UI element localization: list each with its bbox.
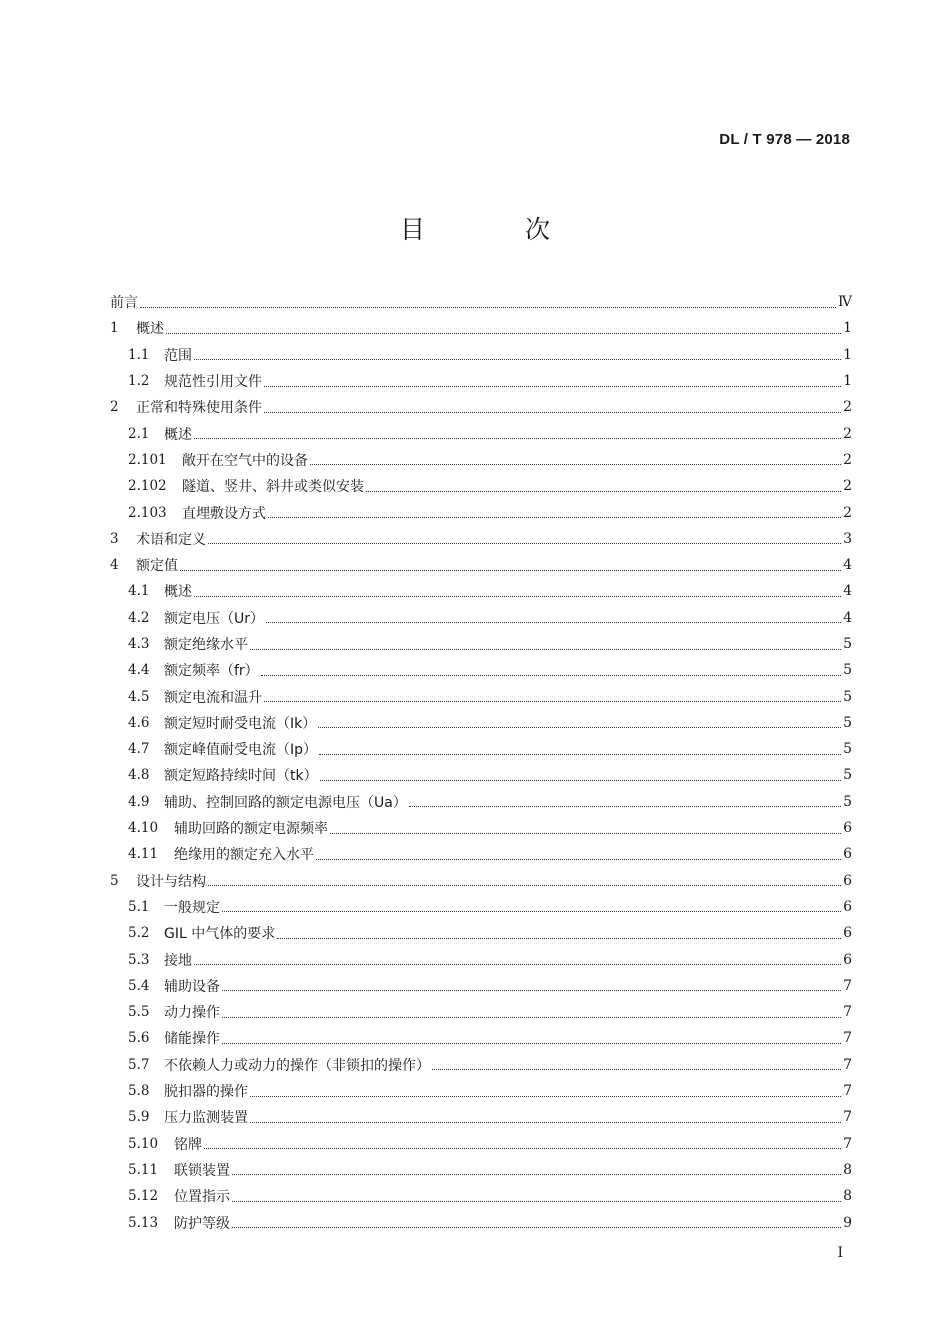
toc-entry-page: 7	[843, 1083, 852, 1100]
page-number: I	[837, 1245, 843, 1261]
toc-entry-number: 5.4	[128, 977, 150, 994]
toc-entry[interactable]	[110, 631, 852, 657]
toc-entry-number: 2.102	[128, 478, 167, 495]
toc-leader-dots	[277, 938, 841, 939]
toc-entry-number: 4.5	[128, 688, 150, 705]
toc-entry[interactable]	[110, 578, 852, 604]
toc-entry[interactable]	[110, 368, 852, 394]
toc-entry-page: 7	[843, 1004, 852, 1021]
toc-entry-number: 5.10	[128, 1135, 159, 1152]
toc-leader-dots	[264, 412, 841, 413]
toc-leader-dots	[140, 307, 836, 308]
toc-entry-title: 接地	[164, 952, 192, 969]
toc-entry-page: 4	[843, 583, 852, 600]
toc-entry-page: 6	[843, 872, 852, 889]
toc-entry-page: 7	[843, 1056, 852, 1073]
toc-entry-number: 5.3	[128, 951, 150, 968]
toc-entry-number: 1.2	[128, 373, 150, 390]
toc-leader-dots	[268, 517, 841, 518]
toc-entry-number: 5.13	[128, 1214, 159, 1231]
toc-entry-title: 前言	[110, 295, 138, 312]
toc-entry[interactable]	[110, 1104, 852, 1130]
toc-entry-number: 4.4	[128, 662, 150, 679]
toc-entry-page: 5	[843, 767, 852, 784]
toc-leader-dots	[432, 1069, 841, 1070]
toc-entry-page: 2	[843, 399, 852, 416]
toc-entry-number: 2.101	[128, 451, 167, 468]
toc-entry-title: 设计与结构	[136, 873, 206, 890]
toc-leader-dots	[222, 1017, 841, 1018]
toc-entry-number: 4.2	[128, 609, 150, 626]
toc-leader-dots	[319, 754, 841, 755]
toc-entry[interactable]	[110, 683, 852, 709]
toc-entry-number: 2	[110, 399, 119, 416]
toc-entry-page: 2	[843, 425, 852, 442]
toc-entry-page: 7	[843, 1030, 852, 1047]
toc-entry-number: 4.11	[128, 846, 159, 863]
toc-entry-title: 压力监测装置	[164, 1110, 248, 1127]
toc-entry-title: 额定短时耐受电流（Ik）	[164, 715, 317, 732]
toc-entry-page: 3	[843, 530, 852, 547]
toc-entry-number: 4.10	[128, 820, 159, 837]
toc-entry[interactable]	[110, 868, 852, 894]
toc-entry-page: 5	[843, 793, 852, 810]
toc-entry-title: 辅助回路的额定电源频率	[174, 821, 328, 838]
toc-entry-title: 范围	[164, 347, 192, 364]
toc-entry-page: 1	[843, 373, 852, 390]
toc-entry-title: 隧道、竖井、斜井或类似安装	[182, 479, 364, 496]
toc-entry-title: 不依赖人力或动力的操作（非锁扣的操作）	[164, 1057, 430, 1074]
toc-entry-page: 6	[843, 898, 852, 915]
toc-entry[interactable]	[110, 394, 852, 420]
toc-leader-dots	[166, 333, 841, 334]
toc-entry-title: 位置指示	[174, 1189, 230, 1206]
toc-entry-page: 6	[843, 925, 852, 942]
toc-entry-number: 5.1	[128, 898, 150, 915]
toc-entry-title: 概述	[164, 584, 192, 601]
toc-leader-dots	[318, 727, 841, 728]
toc-entry-number: 5.12	[128, 1188, 159, 1205]
toc-entry-title: 额定电压（Ur）	[164, 610, 265, 627]
toc-leader-dots	[208, 885, 841, 886]
toc-leader-dots	[222, 911, 841, 912]
toc-entry-title: 辅助设备	[164, 978, 220, 995]
toc-leader-dots	[232, 1227, 841, 1228]
toc-entry-title: 规范性引用文件	[164, 374, 262, 391]
toc-entry-number: 5.8	[128, 1083, 150, 1100]
toc-entry-number: 5.5	[128, 1004, 150, 1021]
toc-entry-title: 正常和特殊使用条件	[136, 400, 262, 417]
toc-entry-title: 额定值	[136, 558, 178, 575]
toc-entry-title: 动力操作	[164, 1005, 220, 1022]
toc-leader-dots	[208, 543, 841, 544]
toc-entry[interactable]	[110, 499, 852, 525]
toc-leader-dots	[232, 1174, 841, 1175]
toc-entry-page: 5	[843, 741, 852, 758]
toc-entry-page: 7	[843, 1135, 852, 1152]
toc-leader-dots	[366, 491, 841, 492]
toc-entry-title: 额定绝缘水平	[164, 637, 248, 653]
toc-entry-page: Ⅳ	[838, 294, 852, 311]
toc-entry[interactable]	[110, 789, 852, 815]
toc-entry[interactable]	[110, 762, 852, 788]
toc-entry[interactable]	[110, 552, 852, 578]
toc-entry-title: 额定峰值耐受电流（Ip）	[164, 742, 318, 759]
toc-entry[interactable]	[110, 473, 852, 499]
toc-entry[interactable]	[110, 1025, 852, 1051]
toc-leader-dots	[222, 1043, 841, 1044]
toc-entry[interactable]	[110, 289, 852, 315]
toc-entry-number: 4.9	[128, 793, 150, 810]
toc-entry-title: 直埋敷设方式	[182, 505, 266, 522]
toc-entry-number: 4	[110, 557, 119, 574]
toc-entry-number: 4.7	[128, 741, 150, 758]
toc-entry-title: 敞开在空气中的设备	[182, 452, 308, 469]
toc-entry-number: 1.1	[128, 346, 150, 363]
toc-entry-number: 5.9	[128, 1109, 150, 1126]
toc-entry[interactable]	[110, 1078, 852, 1104]
toc-entry-page: 8	[843, 1161, 852, 1178]
toc-leader-dots	[320, 780, 841, 781]
toc-entry[interactable]	[110, 1183, 852, 1209]
toc-entry[interactable]	[110, 315, 852, 341]
toc-leader-dots	[266, 622, 841, 623]
toc-entry-page: 5	[843, 636, 852, 652]
toc-entry-page: 6	[843, 820, 852, 837]
toc-entry-page: 9	[843, 1214, 852, 1231]
toc-entry-page: 5	[843, 714, 852, 731]
toc-entry[interactable]	[110, 973, 852, 999]
toc-entry[interactable]	[110, 736, 852, 762]
toc-entry[interactable]	[110, 920, 852, 946]
toc-entry-number: 5.2	[128, 925, 150, 942]
toc-leader-dots	[194, 596, 841, 597]
toc-entry-number: 5.6	[128, 1030, 150, 1047]
toc-entry-page: 5	[843, 688, 852, 705]
toc-leader-dots	[194, 964, 841, 965]
toc-entry[interactable]	[110, 710, 852, 736]
toc-entry-page: 1	[843, 346, 852, 363]
toc-leader-dots	[250, 1122, 841, 1123]
toc-entry[interactable]	[110, 841, 852, 867]
toc-entry-title: 额定电流和温升	[164, 689, 262, 706]
toc-leader-dots	[232, 1201, 841, 1202]
toc-entry-title: 防护等级	[174, 1215, 230, 1232]
toc-entry-page: 8	[843, 1188, 852, 1205]
toc-leader-dots	[316, 859, 841, 860]
toc-leader-dots	[264, 701, 841, 702]
toc-entry-page: 2	[843, 504, 852, 521]
toc-entry[interactable]	[110, 815, 852, 841]
toc-entry-number: 2.1	[128, 425, 150, 442]
toc-entry[interactable]	[110, 657, 852, 683]
toc-entry[interactable]	[110, 1157, 852, 1183]
toc-leader-dots	[180, 570, 841, 571]
toc-leader-dots	[204, 1148, 841, 1149]
toc-entry-number: 4.8	[128, 767, 150, 784]
toc-entry[interactable]	[110, 605, 852, 631]
toc-entry-number: 3	[110, 530, 119, 547]
page-title: 目 次	[400, 215, 596, 244]
toc-leader-dots	[222, 990, 841, 991]
table-of-contents	[110, 289, 852, 1236]
toc-leader-dots	[250, 1096, 841, 1097]
toc-entry-number: 4.6	[128, 714, 150, 731]
toc-entry-title: 铭牌	[174, 1136, 202, 1153]
toc-entry-number: 1	[110, 320, 119, 337]
toc-entry-page: 1	[843, 320, 852, 337]
toc-entry-number: 5.11	[128, 1161, 159, 1178]
toc-entry[interactable]	[110, 447, 852, 473]
toc-entry[interactable]	[110, 420, 852, 446]
toc-leader-dots	[264, 386, 841, 387]
toc-leader-dots	[250, 649, 841, 650]
toc-entry-title: GIL 中气体的要求	[164, 926, 276, 943]
toc-entry[interactable]	[110, 526, 852, 552]
toc-entry-page: 6	[843, 846, 852, 863]
toc-entry-title: 辅助、控制回路的额定电源电压（Ua）	[164, 794, 407, 811]
toc-entry-title: 概述	[136, 321, 164, 338]
toc-entry-number: 2.103	[128, 504, 167, 521]
toc-entry-title: 概述	[164, 426, 192, 443]
toc-entry[interactable]	[110, 342, 852, 368]
toc-leader-dots	[261, 675, 841, 676]
standard-code: DL / T 978 — 2018	[719, 131, 850, 148]
toc-leader-dots	[409, 806, 841, 807]
toc-entry-page: 2	[843, 451, 852, 468]
toc-entry[interactable]	[110, 894, 852, 920]
toc-entry-title: 脱扣器的操作	[164, 1084, 248, 1101]
toc-entry-number: 4.1	[128, 583, 150, 600]
toc-entry[interactable]	[110, 1131, 852, 1157]
toc-entry[interactable]	[110, 999, 852, 1025]
toc-entry-number: 5	[110, 872, 119, 889]
toc-entry-page: 2	[843, 478, 852, 495]
toc-leader-dots	[194, 359, 841, 360]
toc-entry-title: 一般规定	[164, 899, 220, 916]
toc-entry-title: 绝缘用的额定充入水平	[174, 847, 314, 864]
toc-entry-page: 7	[843, 1109, 852, 1126]
toc-entry[interactable]	[110, 1052, 852, 1078]
toc-entry[interactable]	[110, 946, 852, 972]
toc-leader-dots	[330, 833, 841, 834]
toc-entry-page: 4	[843, 609, 852, 626]
toc-entry-title: 额定频率（fr）	[164, 663, 259, 680]
toc-entry-page: 4	[843, 557, 852, 574]
toc-entry[interactable]	[110, 1209, 852, 1235]
toc-entry-page: 5	[843, 662, 852, 679]
toc-entry-title: 术语和定义	[136, 531, 206, 548]
toc-entry-number: 5.7	[128, 1056, 150, 1073]
toc-entry-number: 4.3	[128, 636, 150, 652]
toc-entry-title: 额定短路持续时间（tk）	[164, 768, 318, 785]
toc-entry-page: 7	[843, 977, 852, 994]
toc-entry-title: 储能操作	[164, 1031, 220, 1048]
toc-entry-title: 联锁装置	[174, 1162, 230, 1179]
toc-entry-page: 6	[843, 951, 852, 968]
toc-leader-dots	[310, 464, 841, 465]
toc-leader-dots	[194, 438, 841, 439]
